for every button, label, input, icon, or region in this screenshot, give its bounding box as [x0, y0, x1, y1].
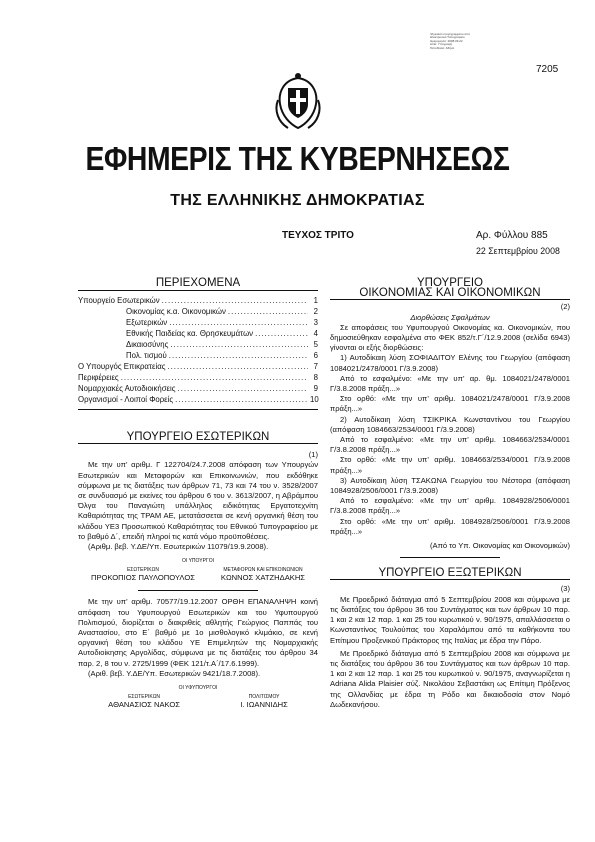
- contents-item[interactable]: Περιφέρειες ..... 8: [78, 372, 318, 383]
- signer-name: ΑΘΑΝΑΣΙΟΣ ΝΑΚΟΣ: [108, 700, 180, 710]
- item-number: (2): [560, 302, 570, 312]
- signature-line: Αιτία: Υπογραφή: [430, 42, 453, 47]
- decree-paragraph: Με Προεδρικό διάταγμα από 5 Σεπτεμβρίου 2008 και σύμφωνα με τις διατάξεις του άρθρου 36 του Συντάγματος και των άρθρων 10 παρ. 1 και 2 και 12 παρ. 1 και 25 του κυρωτικού ν. 90/1975, απαλλάσσεται ο Κωνσταντίνος Τουλούπας του Χαραλάμπου από τα καθήκοντα του Επίτιμου Προξενικού Πράκτορος της Ιταλίας με έδρα την Πάρο.: [330, 594, 570, 645]
- contents-item[interactable]: Εθνικής Παιδείας κα. Θρησκευμάτων ..... 4: [78, 328, 318, 339]
- correction-wrong: Από το εσφαλμένο: «Με την υπ’ αρ. θμ. 1084021/2478/0001 Γ/3.8.2008 πράξη...»: [330, 373, 570, 394]
- signature-line: Ψηφιακά υπογεγραμμένο από: [430, 32, 470, 36]
- contents-item[interactable]: Οργανισμοί - Λοιποί Φορείς ..... 10: [78, 394, 318, 405]
- divider: [78, 443, 318, 444]
- contents-item[interactable]: Δικαιοσύνης ..... 5: [78, 339, 318, 350]
- section-heading: ΥΠΟΥΡΓΕΙΟ: [416, 277, 484, 289]
- signature-row: [78, 694, 318, 710]
- decision-paragraph: Με την υπ’ αριθμ. 70577/19.12.2007 ΟΡΘΗ ΕΠΑΝΑΛΗΨΗ κοινή απόφαση του Υφυπουργού Εσωτερικών και του Υφυπουργού Πολιτισμού, διορίζεται ο διακριθείς αθλητής Γεώργιος Παππάς του Αναστασίου, στο Ε΄ βαθμό με 1ο μισθολογικό κλιμάκιο, σε κενή οργανική θέση του κλάδου ΥΕ Επιμελητών της Νομαρχιακής Αυτοδιοίκησης Αργολίδας, σύμφωνα με τις διατάξεις του άρθρου 34 παρ. 2, 8 του ν. 2725/1999 (ΦΕΚ 121/τ.Α΄/17.6.1999).: [78, 597, 318, 668]
- intro-paragraph: Σε αποφάσεις του Υφυπουργού Οικονομίας κα. Οικονομικών, που δημοσιεύθηκαν εσφαλμένα στο ΦΕΚ 852/τ.Γ΄/12.9.2008 (σελίδα 6943) γίνονται οι εξής διορθώσεις:: [330, 322, 570, 353]
- divider: [78, 290, 318, 291]
- gazette-title: ΕΦΗΜΕΡΙΣ ΤΗΣ ΚΥΒΕΡΝΗΣΕΩΣ: [85, 140, 510, 177]
- signer-role: ΕΣΩΤΕΡΙΚΩΝ: [128, 694, 161, 701]
- issue-date: 22 Σεπτεμβρίου 2008: [476, 246, 560, 256]
- issue-label: ΤΕΥΧΟΣ ΤΡΙΤΟ: [282, 230, 354, 241]
- certification-ref: (Αριθ. βεβ. Υ.ΔΕ/Υπ. Εσωτερικών 9421/18.7.2008).: [88, 668, 261, 678]
- subheading: Διορθώσεις Σφαλμάτων: [410, 312, 490, 322]
- divider: [400, 557, 500, 558]
- divider: [330, 299, 570, 300]
- contents-item[interactable]: Πολ. τισμού ..... 6: [78, 350, 318, 361]
- signature-line: Τοποθεσία: Αθήνα: [430, 45, 455, 50]
- ministers-label: ΟΙ ΥΠΟΥΡΓΟΙ: [182, 558, 214, 565]
- correction-item: 3) Αυτοδίκαιη λύση ΤΣΑΚΩΝΑ Γεωργίου του Νέστορα (απόφαση 1084928/2506/0001 Γ/3.9.2008): [330, 475, 570, 496]
- contents-heading: ΠΕΡΙΕΧΟΜΕΝΑ: [155, 277, 241, 289]
- section-heading: ΥΠΟΥΡΓΕΙΟ ΕΣΩΤΕΡΙΚΩΝ: [126, 431, 270, 443]
- divider: [78, 409, 318, 410]
- signature-line: Ηλεκτρονικό Τυπογραφείο: [430, 35, 465, 40]
- ministers-label: ΟΙ ΥΦΥΠΟΥΡΓΟΙ: [178, 685, 218, 692]
- correction-item: 2) Αυτοδίκαιη λύση ΤΣΙΚΡΙΚΑ Κωνσταντίνου του Γεωργίου (απόφαση 1084663/2534/0001 Γ/3.9.2008): [330, 414, 570, 434]
- divider: [330, 579, 570, 580]
- digital-signature-block: [430, 33, 490, 50]
- item-number: (1): [308, 450, 318, 460]
- sheet-label: Αρ. Φύλλου 885: [476, 230, 548, 241]
- closing-note: (Από το Υπ. Οικονομίας και Οικονομικών): [430, 541, 570, 551]
- signer-name: ΚΩΝΝΟΣ ΧΑΤΖΗΔΑΚΗΣ: [220, 573, 306, 583]
- correction-wrong: Από το εσφαλμένο: «Με την υπ’ αριθμ. 1084663/2534/0001 Γ/3.8.2008 πράξη...»: [330, 435, 570, 455]
- item-number: (3): [560, 584, 570, 594]
- coat-of-arms-icon: [272, 70, 324, 132]
- signer-role: ΕΣΩΤΕΡΙΚΩΝ: [126, 567, 159, 574]
- section-heading: ΥΠΟΥΡΓΕΙΟ ΕΞΩΤΕΡΙΚΩΝ: [378, 567, 522, 580]
- signer-name: ΠΡΟΚΟΠΙΟΣ ΠΑΥΛΟΠΟΥΛΟΣ: [90, 573, 195, 583]
- correction-right: Στο ορθό: «Με την υπ’ αριθμ. 1084663/2534/0001 Γ/3.9.2008 πράξη...»: [330, 455, 570, 475]
- section-heading: ΟΙΚΟΝΟΜΙΑΣ ΚΑΙ ΟΙΚΟΝΟΜΙΚΩΝ: [359, 287, 541, 300]
- certification-ref: (Αριθμ. βεβ. Υ.ΔΕ/Υπ. Εσωτερικών 11079/19.9.2008).: [88, 542, 269, 552]
- contents-item[interactable]: Υπουργείο Εσωτερικών ..... 1: [78, 295, 318, 306]
- signer-role: ΠΟΛΙΤΙΣΜΟΥ: [248, 694, 280, 701]
- contents-section: [78, 278, 318, 410]
- correction-right: Στο ορθό: «Με την υπ’ αριθμ. 1084928/2506/0001 Γ/3.9.2008 πράξη...»: [330, 516, 570, 536]
- page-number: 7205: [536, 64, 559, 75]
- decree-paragraph: Με Προεδρικό διάταγμα από 5 Σεπτεμβρίου 2008 και σύμφωνα με τις διατάξεις του άρθρου 36 του Συντάγματος και των άρθρων 10 παρ. 1 και 2 και 12 παρ. 1 και 25 του κυρωτικού ν. 90/1975, αναγνωρίζεται η Adriana Alida Plaisier σύζ. Νικολάου Σεβαστάκη ως Επίτιμη Πρόξενος της Ολλανδίας με έδρα τη Ρόδο και δικαιοδοσία στον Νομό Δωδεκανήσου.: [330, 648, 570, 709]
- contents-item[interactable]: Οικονομίας κ.α. Οικονομικών ..... 2: [78, 306, 318, 317]
- correction-item: 1) Αυτοδίκαιη λύση ΣΟΦΙΑΔΙΤΟΥ Ελένης του Γεωργίου (απόφαση 1084021/2478/0001 Γ/3.9.2008): [330, 353, 570, 373]
- signer-role: ΜΕΤΑΦΟΡΩΝ ΚΑΙ ΕΠΙΚΟΙΝΩΝΙΩΝ: [223, 567, 303, 574]
- signature-row: [78, 567, 318, 583]
- decision-paragraph: Με την υπ’ αριθμ. Γ 122704/24.7.2008 απόφαση των Υπουργών Εσωτερικών και Μεταφορών και Επικοινωνιών, που εκδόθηκε σύμφωνα με τις διατάξεις των άρθρων 71, 73 και 74 του ν. 3528/2007 σε συνδυασμό με εκείνες του άρθρου 6 του ν. 3613/2007, η Αβράμπου Όλγα του Παναγιώτη υπάλληλος ειδικότητας Εργατοτεχνίτη Καθαριότητας της ΤΡΑΜ ΑΕ, μετατάσσεται σε κενή οργανική θέση του κλάδου ΥΕ3 Προσωπικού Καθαριότητας του Εθνικού Τυπογραφείου με το βαθμό Δ΄, επειδή πληροί τις κατά νόμο προϋποθέσεις.: [78, 460, 318, 541]
- signer-name: Ι. ΙΩΑΝΝΙΔΗΣ: [240, 700, 288, 710]
- contents-item[interactable]: Ο Υπουργός Επικρατείας ..... 7: [78, 361, 318, 372]
- contents-item[interactable]: Νομαρχιακές Αυτοδιοικήσεις ..... 9: [78, 383, 318, 394]
- interior-ministry-section: [78, 432, 318, 710]
- contents-list: [78, 295, 318, 405]
- contents-item[interactable]: Εξωτερικών ..... 3: [78, 317, 318, 328]
- gazette-subtitle: ΤΗΣ ΕΛΛΗΝΙΚΗΣ ΔΗΜΟΚΡΑΤΙΑΣ: [170, 192, 425, 209]
- divider: [138, 590, 258, 591]
- signature-line: Ημερομηνία: 2008.09.22: [430, 38, 463, 43]
- economy-ministry-section: [330, 278, 570, 710]
- correction-wrong: Από το εσφαλμένο: «Με την υπ’ αριθμ. 1084928/2506/0001 Γ/3.8.2008 πράξη...»: [330, 496, 570, 516]
- correction-right: Στο ορθό: «Με την υπ’ αριθμ. 1084021/2478/0001 Γ/3.9.2008 πράξη...»: [330, 394, 570, 414]
